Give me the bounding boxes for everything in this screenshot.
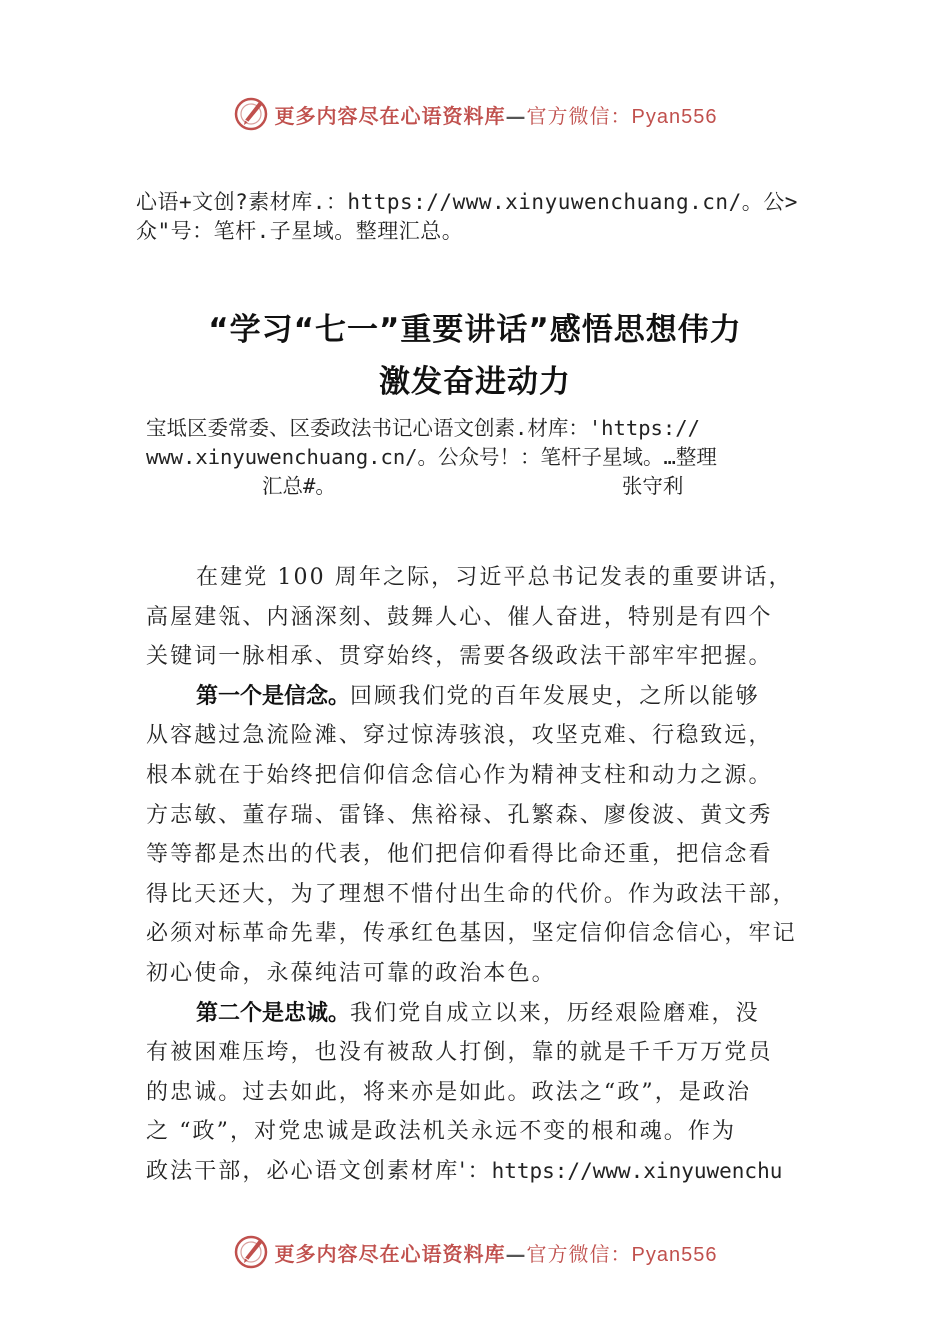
byline-line: 宝坻区委常委、区委政法书记心语文创素.材库：'https://: [146, 416, 700, 440]
body-line: 等等都是杰出的代表，他们把信仰看得比命还重，把信念看: [146, 842, 773, 868]
watermark-note-line: 心语+文创?素材库.：https://www.xinyuwenchuang.cn/。公>: [136, 190, 798, 214]
body-url: https://www.xinyuwenchu: [491, 1158, 783, 1183]
body-line: 的忠诚。过去如此，将来亦是如此。政法之“政”，是政治: [146, 1079, 752, 1105]
body-text: 我们党自成立以来，历经艰险磨难，没: [350, 1000, 760, 1026]
keyword-belief: 第一个是信念。: [196, 683, 351, 709]
body-line: 得比天还大，为了理想不惜付出生命的代价。作为政法干部，: [146, 881, 797, 907]
article-title-line-2: 激发奋进动力: [379, 364, 571, 400]
body-line: 初心使命，永葆纯洁可靠的政治本色。: [146, 960, 556, 986]
body-line: [146, 677, 826, 717]
banner-text: [275, 100, 718, 129]
byline-line: www.xinyuwenchuang.cn/。公众号！：笔杆子星域。…整理: [146, 445, 717, 469]
body-line: 根本就在于始终把信仰信念信心作为精神支柱和动力之源。: [146, 762, 773, 788]
quill-pen-logo-icon: [233, 1234, 269, 1270]
watermark-note-line: 众"号：笔杆.子星域。整理汇总。: [136, 219, 464, 243]
body-line: 之 “政”，对党忠诚是政法机关永远不变的根和魂。作为: [146, 1119, 737, 1145]
body-line: 必须对标革命先辈，传承红色基因，坚定信仰信念信心，牢记: [146, 921, 797, 947]
byline-suffix: 汇总#。: [262, 474, 336, 498]
author-byline: [146, 414, 816, 501]
article-body: [146, 558, 826, 1192]
banner-slogan: 更多内容尽在心语资料库: [274, 1241, 506, 1266]
banner-wechat-id: Pyan556: [631, 105, 718, 128]
banner-slogan: 更多内容尽在心语资料库: [274, 103, 506, 128]
body-line: 从容越过急流险滩、穿过惊涛骇浪，攻坚克难、行稳致远，: [146, 723, 773, 749]
body-line: [146, 1152, 826, 1192]
header-banner: [0, 94, 950, 134]
body-text: 政法干部，必心语文创素材库'：: [146, 1158, 492, 1184]
quill-pen-logo-icon: [233, 96, 269, 132]
body-line: 高屋建瓴、内涵深刻、鼓舞人心、催人奋进，特别是有四个: [146, 604, 773, 630]
banner-wechat-label: 官方微信：: [526, 1241, 632, 1266]
watermark-note: [136, 188, 836, 246]
body-line: [146, 994, 826, 1034]
banner-wechat-id: Pyan556: [631, 1243, 718, 1266]
banner-dash: —: [505, 1241, 527, 1266]
banner-dash: —: [505, 103, 527, 128]
body-text: 回顾我们党的百年发展史，之所以能够: [350, 683, 760, 709]
body-line: 关键词一脉相承、贯穿始终，需要各级政法干部牢牢把握。: [146, 644, 773, 670]
byline-line: [146, 472, 816, 501]
body-line: 有被困难压垮，也没有被敌人打倒，靠的就是千千万万党员: [146, 1040, 773, 1066]
keyword-loyalty: 第二个是忠诚。: [196, 1000, 351, 1026]
author-name: 张守利: [621, 474, 684, 498]
article-title-line-1: “学习“七一”重要讲话”感悟思想伟力: [208, 312, 742, 348]
banner-text: [275, 1238, 718, 1267]
body-line: 在建党 100 周年之际，习近平总书记发表的重要讲话，: [196, 565, 793, 590]
banner-wechat-label: 官方微信：: [526, 103, 632, 128]
footer-banner: [0, 1232, 950, 1272]
body-line: 方志敏、董存瑞、雷锋、焦裕禄、孔繁森、廖俊波、黄文秀: [146, 802, 773, 828]
